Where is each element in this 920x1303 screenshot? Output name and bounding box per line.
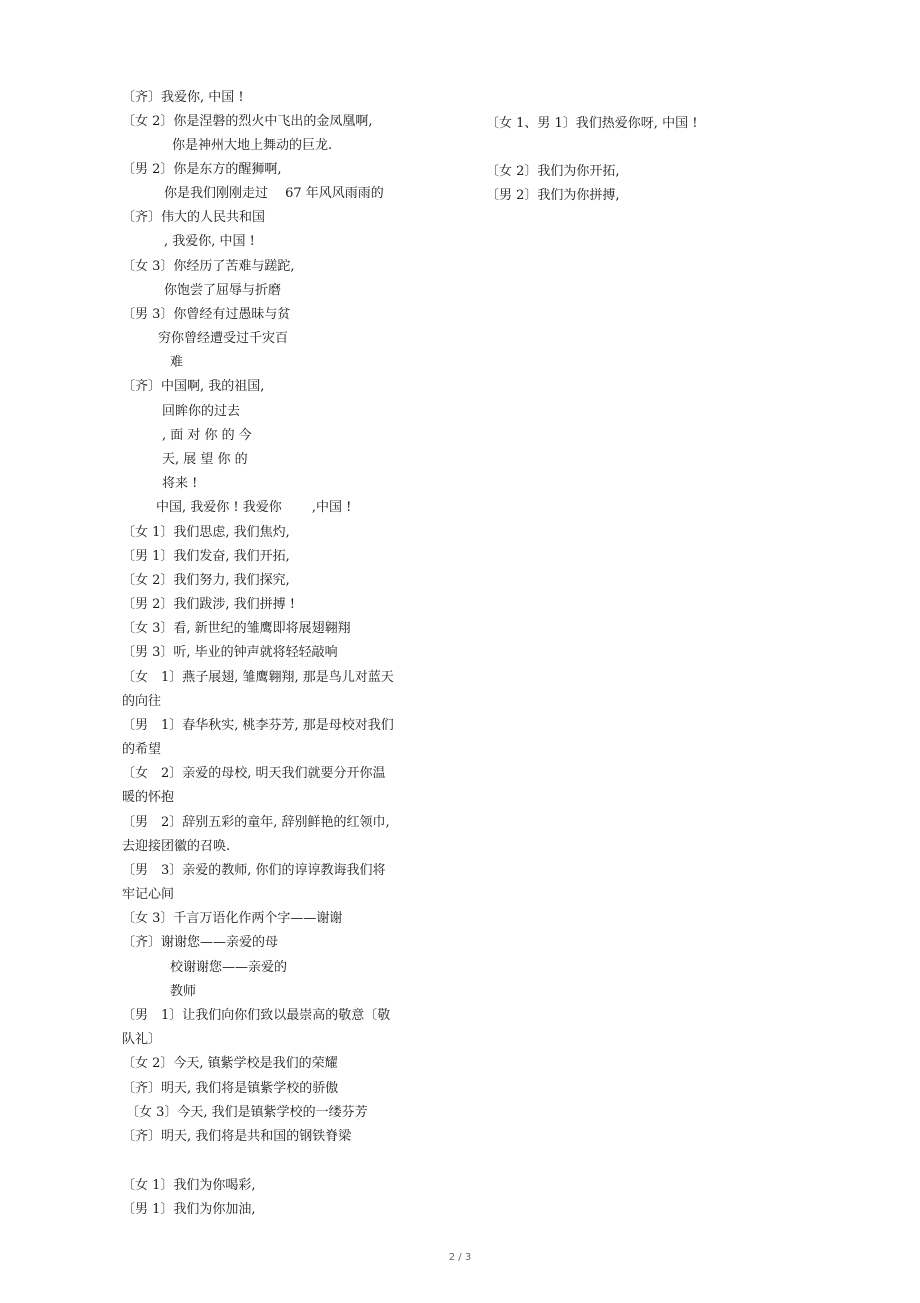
script-line: 将来 ! bbox=[162, 476, 198, 491]
script-line: 〔齐〕谢谢您——亲爱的母 bbox=[122, 935, 279, 950]
script-line: , 我爱你, 中国 ! bbox=[164, 234, 255, 249]
script-line: 〔女 2〕你是涅磐的烈火中飞出的金凤凰啊, bbox=[122, 114, 373, 129]
script-line: 你饱尝了屈辱与折磨 bbox=[164, 283, 282, 298]
script-line: 〔女 1〕燕子展翅, 雏鹰翱翔, 那是鸟儿对蓝天 bbox=[122, 670, 394, 685]
script-line: 〔齐〕中国啊, 我的祖国, bbox=[122, 379, 265, 394]
script-line: 〔男 1〕让我们向你们致以最崇高的敬意〔敬 bbox=[122, 1008, 391, 1023]
script-line: 的向往 bbox=[122, 694, 162, 709]
script-line: 〔男 1〕我们发奋, 我们开拓, bbox=[122, 549, 290, 564]
script-line: 的希望 bbox=[122, 742, 162, 757]
script-line: 回眸你的过去 bbox=[162, 404, 241, 419]
script-line: 〔女 3〕千言万语化作两个字——谢谢 bbox=[122, 911, 343, 926]
script-line: 队礼〕 bbox=[122, 1032, 162, 1047]
script-line: 〔男 2〕你是东方的醒狮啊, bbox=[122, 162, 282, 177]
script-line: 〔女 1、男 1〕我们热爱你呀, 中国 ! bbox=[486, 116, 698, 131]
script-line: 难 bbox=[170, 355, 184, 370]
script-line: 〔女 1〕我们思虑, 我们焦灼, bbox=[122, 525, 290, 540]
script-line: 〔女 3〕看, 新世纪的雏鹰即将展翅翱翔 bbox=[122, 621, 351, 636]
script-line: 〔女 3〕你经历了苦难与蹉跎, bbox=[122, 259, 295, 274]
script-line: 〔男 3〕亲爱的教师, 你们的谆谆教诲我们将 bbox=[122, 863, 386, 878]
script-line: 去迎接团徽的召唤. bbox=[122, 839, 231, 854]
script-line: 〔男 3〕听, 毕业的钟声就将轻轻敲响 bbox=[122, 645, 338, 660]
script-line: , 面 对 你 的 今 bbox=[162, 428, 252, 443]
script-line: 中国, 我爱你 ! 我爱你 ,中国 ! bbox=[156, 500, 352, 515]
script-line: 牢记心间 bbox=[122, 887, 175, 902]
script-line: 〔男 1〕春华秋实, 桃李芬芳, 那是母校对我们 bbox=[122, 718, 394, 733]
script-line: 天, 展 望 你 的 bbox=[162, 452, 248, 467]
script-line: 暖的怀抱 bbox=[122, 790, 175, 805]
script-line: 〔男 2〕我们跋涉, 我们拼搏 ! bbox=[122, 597, 296, 612]
script-line: 穷你曾经遭受过千灾百 bbox=[158, 331, 289, 346]
script-line: 〔齐〕我爱你, 中国 ! bbox=[122, 90, 244, 105]
script-line: 〔齐〕明天, 我们将是镇紫学校的骄傲 bbox=[122, 1081, 339, 1096]
script-line: 〔女 2〕我们为你开拓, bbox=[486, 164, 620, 179]
script-line: 你是神州大地上舞动的巨龙. bbox=[172, 138, 333, 153]
script-line: 〔男 1〕我们为你加油, bbox=[122, 1202, 256, 1217]
script-line: 〔女 2〕亲爱的母校, 明天我们就要分开你温 bbox=[122, 766, 386, 781]
script-line: 〔女 2〕今天, 镇紫学校是我们的荣耀 bbox=[122, 1056, 338, 1071]
script-line: 你是我们刚刚走过 67 年风风雨雨的 bbox=[164, 186, 384, 201]
script-line: 〔男 2〕我们为你拼搏, bbox=[486, 188, 620, 203]
script-line: 〔男 3〕你曾经有过愚昧与贫 bbox=[122, 307, 291, 322]
script-line: 〔齐〕伟大的人民共和国 bbox=[122, 210, 266, 225]
script-line: 校谢谢您——亲爱的 bbox=[170, 960, 288, 975]
script-line: 〔女 1〕我们为你喝彩, bbox=[122, 1178, 256, 1193]
script-line: 〔女 3〕今天, 我们是镇紫学校的一缕芬芳 bbox=[126, 1105, 368, 1120]
script-line: 〔男 2〕辞别五彩的童年, 辞别鲜艳的红领巾, bbox=[122, 815, 390, 830]
script-line: 〔齐〕明天, 我们将是共和国的钢铁脊梁 bbox=[122, 1129, 352, 1144]
script-line: 〔女 2〕我们努力, 我们探究, bbox=[122, 573, 290, 588]
script-line: 教师 bbox=[170, 984, 197, 999]
page-number: 2 / 3 bbox=[448, 1252, 472, 1263]
